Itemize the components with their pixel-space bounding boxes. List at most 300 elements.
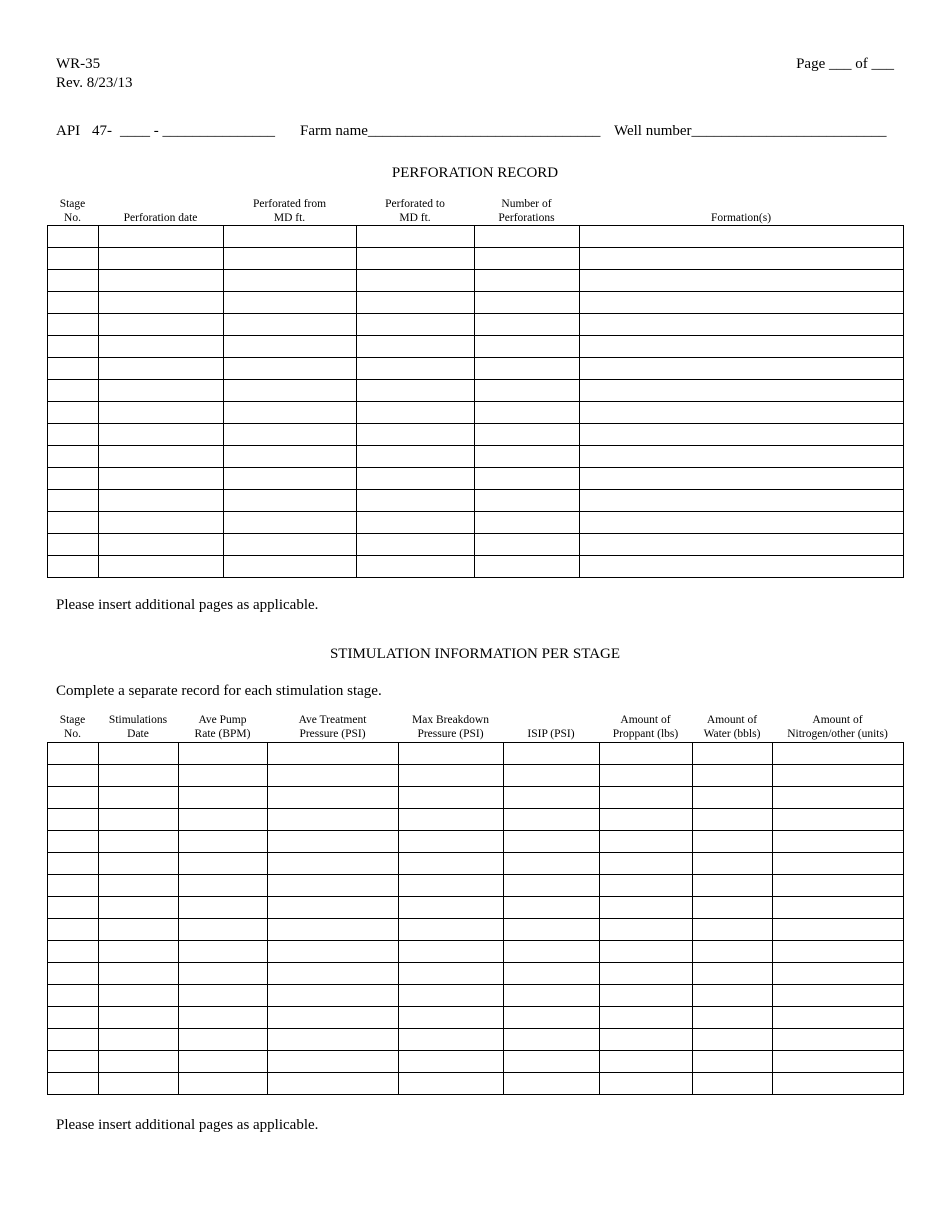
table-cell[interactable] [600, 809, 693, 831]
table-cell[interactable] [48, 424, 99, 446]
table-cell[interactable] [504, 765, 600, 787]
table-cell[interactable] [475, 446, 580, 468]
table-cell[interactable] [99, 853, 179, 875]
table-cell[interactable] [99, 831, 179, 853]
table-row [48, 358, 904, 380]
header-line-2: MD ft. [399, 212, 431, 224]
table-cell[interactable] [99, 985, 179, 1007]
table-cell[interactable] [475, 270, 580, 292]
table-cell[interactable] [580, 380, 904, 402]
table-cell[interactable] [48, 358, 99, 380]
table-cell[interactable] [357, 248, 475, 270]
table-row [48, 765, 904, 787]
stimulation-col-header [98, 713, 178, 741]
table-cell[interactable] [48, 336, 99, 358]
table-row [48, 314, 904, 336]
table-row [48, 743, 904, 765]
stimulation-col-header [772, 713, 903, 741]
table-cell[interactable] [600, 853, 693, 875]
table-cell[interactable] [357, 556, 475, 578]
table-cell[interactable] [399, 963, 504, 985]
table-cell[interactable] [399, 831, 504, 853]
table-cell[interactable] [580, 424, 904, 446]
table-row [48, 1029, 904, 1051]
table-cell[interactable] [773, 1029, 904, 1051]
table-cell[interactable] [99, 380, 224, 402]
table-cell[interactable] [600, 787, 693, 809]
table-cell[interactable] [600, 765, 693, 787]
table-cell[interactable] [773, 787, 904, 809]
table-cell[interactable] [99, 336, 224, 358]
table-cell[interactable] [773, 985, 904, 1007]
table-cell[interactable] [268, 875, 399, 897]
table-row [48, 534, 904, 556]
table-cell[interactable] [580, 226, 904, 248]
table-cell[interactable] [773, 897, 904, 919]
table-cell[interactable] [48, 1073, 99, 1095]
table-cell[interactable] [48, 248, 99, 270]
table-cell[interactable] [693, 963, 773, 985]
table-cell[interactable] [179, 985, 268, 1007]
table-cell[interactable] [504, 875, 600, 897]
perforation-title: PERFORATION RECORD [391, 165, 559, 181]
table-cell[interactable] [693, 875, 773, 897]
table-cell[interactable] [99, 1029, 179, 1051]
table-cell[interactable] [773, 853, 904, 875]
table-cell[interactable] [99, 1051, 179, 1073]
table-cell[interactable] [693, 831, 773, 853]
table-cell[interactable] [580, 490, 904, 512]
table-cell[interactable] [504, 853, 600, 875]
table-cell[interactable] [773, 963, 904, 985]
table-cell[interactable] [179, 809, 268, 831]
table-cell[interactable] [48, 963, 99, 985]
table-cell[interactable] [48, 875, 99, 897]
stimulation-table [47, 742, 904, 1095]
table-cell[interactable] [357, 402, 475, 424]
table-cell[interactable] [224, 292, 357, 314]
table-cell[interactable] [693, 1007, 773, 1029]
table-cell[interactable] [99, 226, 224, 248]
table-cell[interactable] [268, 853, 399, 875]
table-cell[interactable] [693, 897, 773, 919]
table-cell[interactable] [693, 853, 773, 875]
table-cell[interactable] [475, 424, 580, 446]
table-cell[interactable] [600, 1029, 693, 1051]
table-cell[interactable] [224, 512, 357, 534]
table-cell[interactable] [48, 468, 99, 490]
table-cell[interactable] [48, 292, 99, 314]
table-cell[interactable] [504, 963, 600, 985]
table-cell[interactable] [399, 809, 504, 831]
api-prefix: 47- [92, 123, 112, 139]
table-cell[interactable] [99, 534, 224, 556]
farm-name-field[interactable]: Farm name_______________________________ [300, 123, 601, 139]
table-cell[interactable] [179, 1051, 268, 1073]
table-cell[interactable] [475, 314, 580, 336]
table-cell[interactable] [693, 765, 773, 787]
table-cell[interactable] [600, 897, 693, 919]
table-cell[interactable] [475, 226, 580, 248]
table-cell[interactable] [773, 1051, 904, 1073]
table-row [48, 468, 904, 490]
table-cell[interactable] [693, 1073, 773, 1095]
table-cell[interactable] [600, 985, 693, 1007]
table-cell[interactable] [693, 941, 773, 963]
table-cell[interactable] [99, 919, 179, 941]
table-cell[interactable] [224, 402, 357, 424]
table-cell[interactable] [580, 402, 904, 424]
table-cell[interactable] [224, 270, 357, 292]
table-cell[interactable] [600, 1051, 693, 1073]
perforation-table [47, 225, 904, 578]
table-cell[interactable] [357, 358, 475, 380]
table-cell[interactable] [48, 1029, 99, 1051]
table-row [48, 380, 904, 402]
table-cell[interactable] [48, 743, 99, 765]
header-line-2: No. [64, 212, 81, 224]
perforation-col-header [223, 197, 356, 225]
table-cell[interactable] [48, 314, 99, 336]
table-cell[interactable] [224, 468, 357, 490]
table-cell[interactable] [179, 831, 268, 853]
table-cell[interactable] [580, 292, 904, 314]
table-cell[interactable] [475, 490, 580, 512]
table-cell[interactable] [357, 468, 475, 490]
stimulation-col-header [599, 713, 692, 741]
stimulation-col-header [503, 713, 599, 741]
table-cell[interactable] [99, 743, 179, 765]
table-cell[interactable] [224, 446, 357, 468]
table-cell[interactable] [179, 1073, 268, 1095]
table-cell[interactable] [99, 875, 179, 897]
table-cell[interactable] [475, 556, 580, 578]
table-row [48, 875, 904, 897]
table-cell[interactable] [399, 1029, 504, 1051]
table-cell[interactable] [268, 1073, 399, 1095]
perforation-col-header [98, 197, 223, 225]
table-cell[interactable] [504, 743, 600, 765]
table-cell[interactable] [580, 512, 904, 534]
table-cell[interactable] [48, 809, 99, 831]
stimulation-col-header [398, 713, 503, 741]
table-cell[interactable] [268, 919, 399, 941]
table-cell[interactable] [99, 248, 224, 270]
table-cell[interactable] [475, 534, 580, 556]
table-cell[interactable] [99, 1007, 179, 1029]
table-cell[interactable] [48, 941, 99, 963]
table-cell[interactable] [693, 985, 773, 1007]
table-cell[interactable] [773, 1007, 904, 1029]
table-cell[interactable] [99, 1073, 179, 1095]
table-cell[interactable] [504, 809, 600, 831]
table-cell[interactable] [179, 1007, 268, 1029]
header-line-1: Ave Treatment [298, 714, 367, 726]
table-row [48, 402, 904, 424]
table-cell[interactable] [475, 468, 580, 490]
table-cell[interactable] [399, 787, 504, 809]
table-cell[interactable] [48, 270, 99, 292]
table-cell[interactable] [773, 831, 904, 853]
table-cell[interactable] [268, 985, 399, 1007]
table-cell[interactable] [99, 292, 224, 314]
table-cell[interactable] [580, 270, 904, 292]
table-cell[interactable] [48, 919, 99, 941]
table-cell[interactable] [580, 358, 904, 380]
table-cell[interactable] [580, 446, 904, 468]
table-cell[interactable] [475, 248, 580, 270]
table-cell[interactable] [580, 336, 904, 358]
table-cell[interactable] [600, 1073, 693, 1095]
table-cell[interactable] [773, 1073, 904, 1095]
table-cell[interactable] [580, 534, 904, 556]
table-row [48, 809, 904, 831]
table-cell[interactable] [48, 853, 99, 875]
table-cell[interactable] [268, 941, 399, 963]
table-cell[interactable] [268, 809, 399, 831]
table-cell[interactable] [179, 897, 268, 919]
table-cell[interactable] [99, 897, 179, 919]
table-row [48, 512, 904, 534]
table-cell[interactable] [48, 765, 99, 787]
table-cell[interactable] [268, 831, 399, 853]
table-cell[interactable] [357, 314, 475, 336]
stimulation-col-header [267, 713, 398, 741]
table-cell[interactable] [357, 336, 475, 358]
table-cell[interactable] [224, 248, 357, 270]
table-cell[interactable] [504, 831, 600, 853]
table-cell[interactable] [48, 534, 99, 556]
table-row [48, 853, 904, 875]
table-cell[interactable] [693, 919, 773, 941]
table-cell[interactable] [268, 1051, 399, 1073]
table-cell[interactable] [504, 941, 600, 963]
table-cell[interactable] [224, 336, 357, 358]
table-cell[interactable] [475, 358, 580, 380]
table-cell[interactable] [475, 512, 580, 534]
table-row [48, 490, 904, 512]
table-cell[interactable] [224, 556, 357, 578]
table-cell[interactable] [773, 809, 904, 831]
table-cell[interactable] [399, 743, 504, 765]
table-cell[interactable] [357, 446, 475, 468]
table-cell[interactable] [48, 556, 99, 578]
table-row [48, 1073, 904, 1095]
table-cell[interactable] [600, 1007, 693, 1029]
table-cell[interactable] [600, 875, 693, 897]
stimulation-col-header [178, 713, 267, 741]
table-row [48, 941, 904, 963]
table-cell[interactable] [99, 787, 179, 809]
table-cell[interactable] [224, 424, 357, 446]
table-row [48, 831, 904, 853]
table-row [48, 226, 904, 248]
header-line-2: Nitrogen/other (units) [787, 728, 888, 740]
table-cell[interactable] [268, 1007, 399, 1029]
table-cell[interactable] [268, 963, 399, 985]
table-cell[interactable] [99, 358, 224, 380]
table-cell[interactable] [600, 941, 693, 963]
table-cell[interactable] [580, 556, 904, 578]
table-cell[interactable] [357, 292, 475, 314]
table-cell[interactable] [693, 809, 773, 831]
table-cell[interactable] [399, 985, 504, 1007]
table-cell[interactable] [48, 226, 99, 248]
table-cell[interactable] [600, 743, 693, 765]
table-cell[interactable] [399, 875, 504, 897]
table-cell[interactable] [475, 380, 580, 402]
api-number-field[interactable]: ____ - _______________ [120, 123, 275, 139]
table-cell[interactable] [48, 787, 99, 809]
table-cell[interactable] [268, 897, 399, 919]
table-cell[interactable] [773, 919, 904, 941]
table-cell[interactable] [99, 941, 179, 963]
table-cell[interactable] [357, 424, 475, 446]
table-cell[interactable] [399, 941, 504, 963]
table-cell[interactable] [504, 985, 600, 1007]
table-cell[interactable] [179, 853, 268, 875]
table-cell[interactable] [504, 1029, 600, 1051]
table-cell[interactable] [693, 1051, 773, 1073]
table-cell[interactable] [179, 875, 268, 897]
table-cell[interactable] [224, 490, 357, 512]
well-number-field[interactable]: Well number__________________________ [614, 123, 887, 139]
table-row [48, 985, 904, 1007]
table-cell[interactable] [99, 512, 224, 534]
table-cell[interactable] [773, 875, 904, 897]
table-cell[interactable] [48, 897, 99, 919]
header-line-2: Perforation date [123, 212, 198, 224]
table-cell[interactable] [268, 787, 399, 809]
table-cell[interactable] [357, 270, 475, 292]
table-cell[interactable] [357, 226, 475, 248]
table-cell[interactable] [99, 446, 224, 468]
table-row [48, 963, 904, 985]
table-row [48, 424, 904, 446]
table-cell[interactable] [504, 897, 600, 919]
table-cell[interactable] [48, 831, 99, 853]
table-cell[interactable] [475, 336, 580, 358]
table-cell[interactable] [773, 941, 904, 963]
table-cell[interactable] [773, 765, 904, 787]
table-cell[interactable] [179, 941, 268, 963]
table-cell[interactable] [99, 424, 224, 446]
table-cell[interactable] [99, 490, 224, 512]
table-cell[interactable] [99, 556, 224, 578]
table-cell[interactable] [475, 292, 580, 314]
table-cell[interactable] [179, 1029, 268, 1051]
table-cell[interactable] [48, 446, 99, 468]
table-cell[interactable] [475, 402, 580, 424]
table-cell[interactable] [48, 1007, 99, 1029]
header-line-2: Date [127, 728, 149, 740]
table-cell[interactable] [357, 534, 475, 556]
table-cell[interactable] [48, 402, 99, 424]
perforation-footnote: Please insert additional pages as applicable. [56, 597, 319, 613]
header-line-2: Rate (BPM) [194, 728, 251, 740]
table-cell[interactable] [580, 248, 904, 270]
table-cell[interactable] [99, 765, 179, 787]
table-row [48, 270, 904, 292]
table-cell[interactable] [48, 985, 99, 1007]
table-cell[interactable] [99, 809, 179, 831]
table-cell[interactable] [399, 1073, 504, 1095]
table-cell[interactable] [693, 787, 773, 809]
table-cell[interactable] [693, 1029, 773, 1051]
table-cell[interactable] [268, 765, 399, 787]
table-cell[interactable] [99, 402, 224, 424]
perforation-col-header [474, 197, 579, 225]
table-cell[interactable] [48, 1051, 99, 1073]
table-cell[interactable] [224, 380, 357, 402]
table-cell[interactable] [179, 919, 268, 941]
table-cell[interactable] [600, 919, 693, 941]
header-line-2: MD ft. [273, 212, 306, 224]
table-cell[interactable] [357, 380, 475, 402]
table-cell[interactable] [399, 765, 504, 787]
header-line-1: Amount of [620, 714, 671, 726]
table-cell[interactable] [99, 468, 224, 490]
table-cell[interactable] [179, 787, 268, 809]
table-row [48, 919, 904, 941]
table-cell[interactable] [179, 765, 268, 787]
table-cell[interactable] [504, 1051, 600, 1073]
table-cell[interactable] [399, 1051, 504, 1073]
table-cell[interactable] [399, 897, 504, 919]
table-cell[interactable] [357, 490, 475, 512]
table-cell[interactable] [600, 963, 693, 985]
table-cell[interactable] [268, 1029, 399, 1051]
table-cell[interactable] [580, 314, 904, 336]
table-cell[interactable] [224, 314, 357, 336]
table-cell[interactable] [224, 358, 357, 380]
table-cell[interactable] [48, 490, 99, 512]
table-cell[interactable] [693, 743, 773, 765]
table-cell[interactable] [773, 743, 904, 765]
table-cell[interactable] [224, 534, 357, 556]
header-line-2: Pressure (PSI) [299, 728, 366, 740]
table-cell[interactable] [224, 226, 357, 248]
table-cell[interactable] [48, 512, 99, 534]
table-cell[interactable] [399, 1007, 504, 1029]
table-cell[interactable] [600, 831, 693, 853]
table-cell[interactable] [179, 743, 268, 765]
table-cell[interactable] [99, 270, 224, 292]
table-cell[interactable] [504, 787, 600, 809]
table-cell[interactable] [99, 314, 224, 336]
stimulation-col-header [692, 713, 772, 741]
perforation-col-header [356, 197, 474, 225]
page-counter[interactable]: Page ___ of ___ [796, 56, 894, 72]
stimulation-footnote: Please insert additional pages as applicable. [56, 1117, 319, 1133]
header-line-1 [503, 713, 599, 727]
table-cell[interactable] [399, 919, 504, 941]
table-cell[interactable] [580, 468, 904, 490]
table-cell[interactable] [268, 743, 399, 765]
header-line-2: Formation(s) [710, 212, 772, 224]
table-cell[interactable] [504, 1073, 600, 1095]
header-line-1 [98, 197, 223, 211]
table-cell[interactable] [504, 1007, 600, 1029]
table-cell[interactable] [179, 963, 268, 985]
table-cell[interactable] [504, 919, 600, 941]
table-cell[interactable] [48, 380, 99, 402]
table-cell[interactable] [99, 963, 179, 985]
header-line-2: Pressure (PSI) [417, 728, 484, 740]
header-line-1: Stage [59, 198, 86, 210]
table-cell[interactable] [399, 853, 504, 875]
table-cell[interactable] [357, 512, 475, 534]
